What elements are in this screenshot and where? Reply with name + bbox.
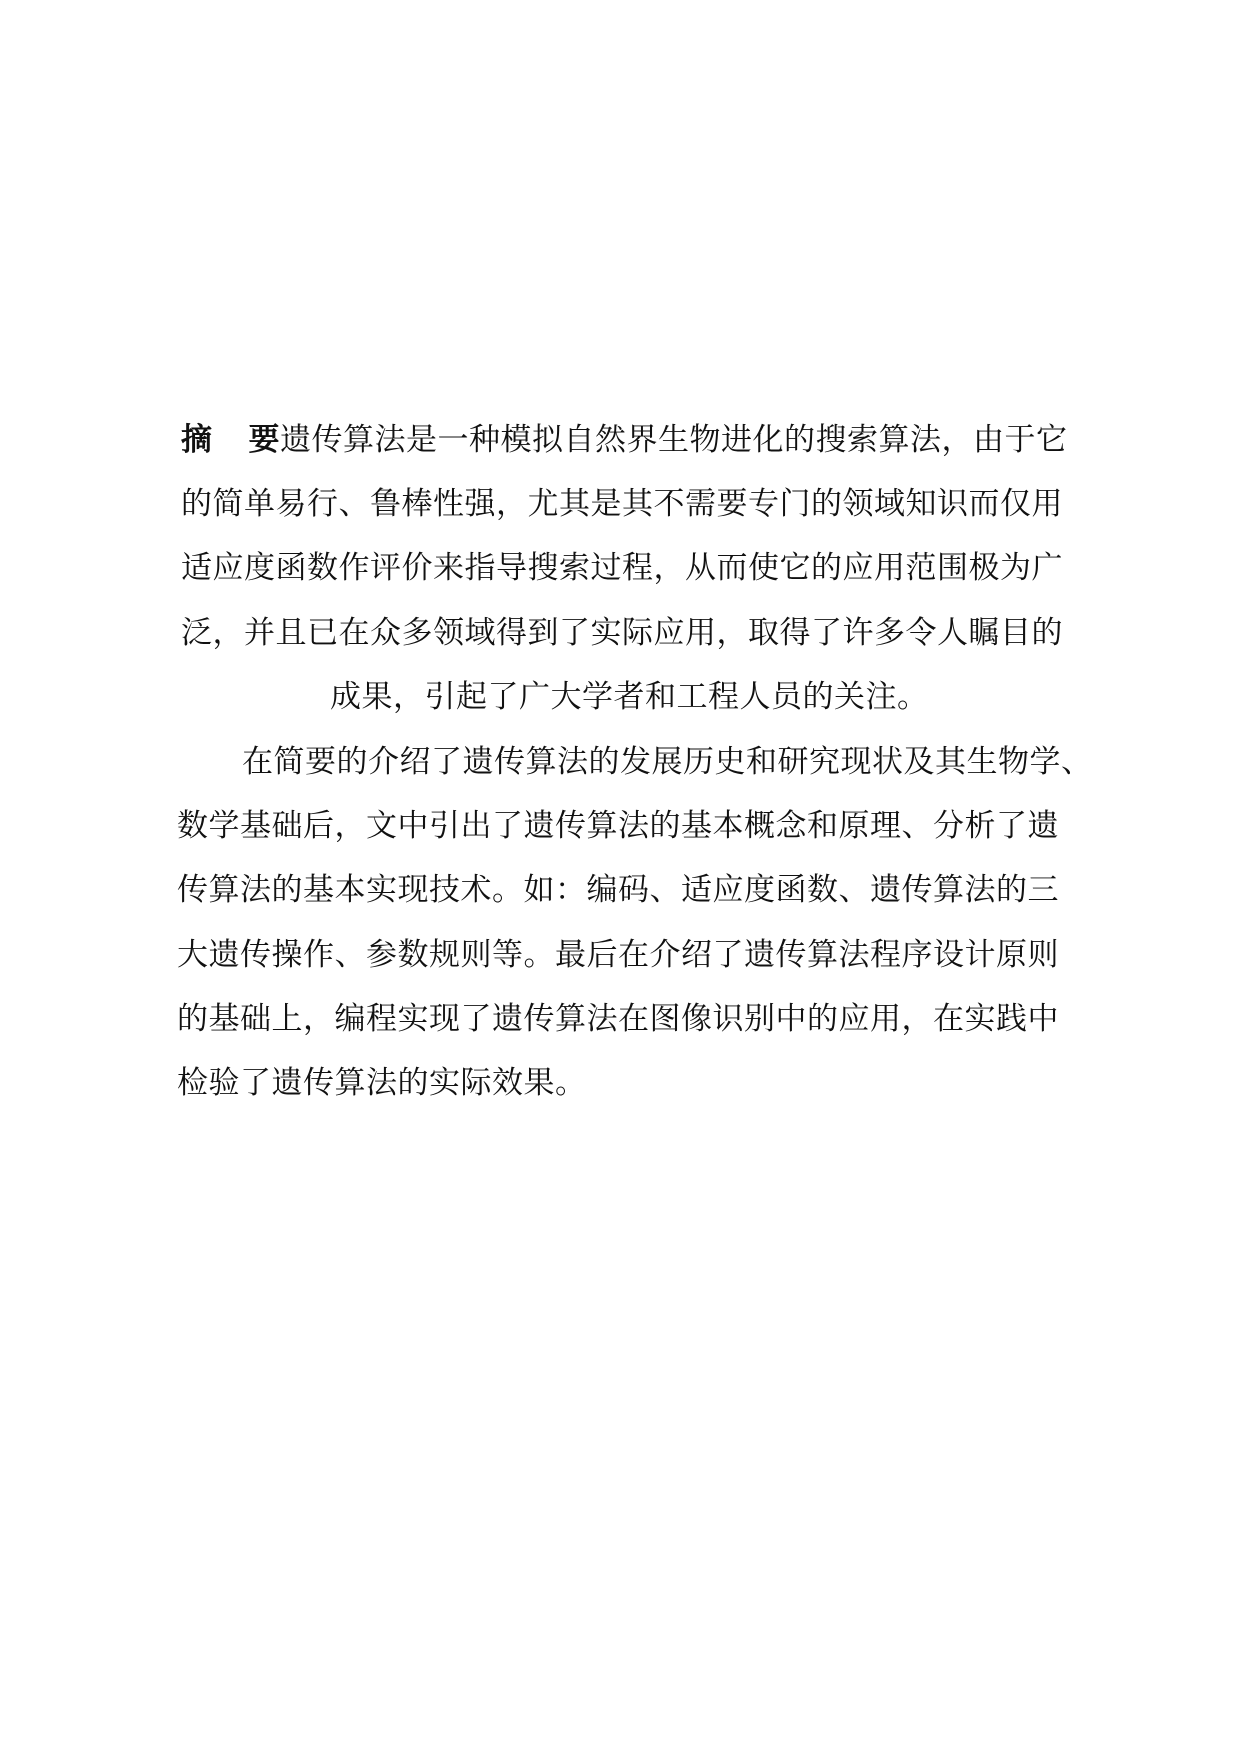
- abstract-line-4: 泛，并且已在众多领域得到了实际应用，取得了许多令人瞩目的: [181, 615, 1063, 651]
- abstract-line-2: 的简单易行、鲁棒性强，尤其是其不需要专门的领域知识而仅用: [181, 486, 1063, 522]
- body-paragraph-line-4: 大遗传操作、参数规则等。最后在介绍了遗传算法程序设计原则: [177, 937, 1059, 973]
- body-paragraph-line-2: 数学基础后，文中引出了遗传算法的基本概念和原理、分析了遗: [177, 808, 1059, 844]
- abstract-line-5: 成果，引起了广大学者和工程人员的关注。: [330, 679, 929, 715]
- abstract-line-1: [181, 420, 1068, 460]
- body-paragraph-line-5: 的基础上，编程实现了遗传算法在图像识别中的应用，在实践中: [177, 1001, 1059, 1037]
- abstract-label-char-1: 摘: [181, 422, 213, 458]
- abstract-line-3: 适应度函数作评价来指导搜索过程，从而使它的应用范围极为广: [181, 550, 1063, 586]
- body-paragraph-line-3: 传算法的基本实现技术。如：编码、适应度函数、遗传算法的三: [177, 872, 1059, 908]
- abstract-text: 遗传算法是一种模拟自然界生物进化的搜索算法，由于它: [280, 422, 1068, 458]
- body-paragraph-line-6: 检验了遗传算法的实际效果。: [177, 1065, 587, 1101]
- abstract-label-char-2: 要: [248, 422, 280, 458]
- body-paragraph-line-1: 在简要的介绍了遗传算法的发展历史和研究现状及其生物学、: [242, 744, 1093, 780]
